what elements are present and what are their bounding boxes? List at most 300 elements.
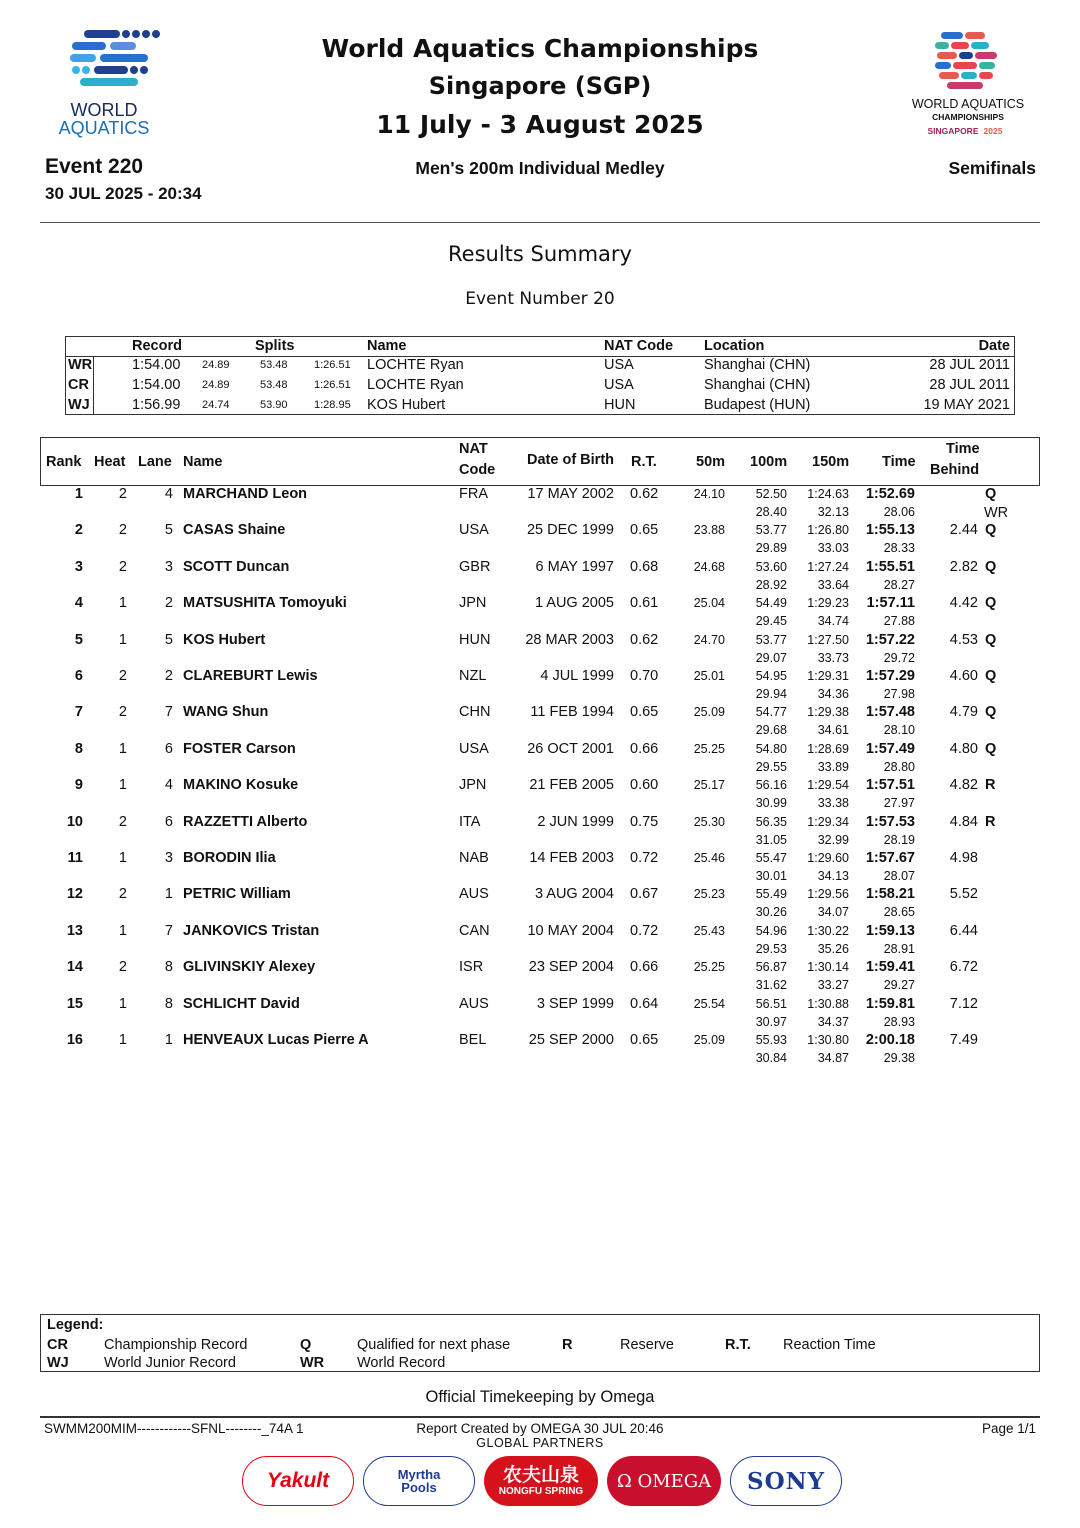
rec-header-location: Location <box>704 338 765 354</box>
result-rank: 13 <box>66 922 83 939</box>
result-sp150: 34.37 <box>817 1014 849 1029</box>
result-behind: 4.79 <box>949 704 978 721</box>
sponsor-yakult-text: Yakult <box>266 1469 330 1492</box>
legend-text-rt: Reaction Time <box>783 1337 876 1353</box>
result-m100: 55.93 <box>755 1033 787 1047</box>
record-s3: 1:28.95 <box>314 399 351 411</box>
result-lane: 7 <box>164 922 173 939</box>
result-time: 1:52.69 <box>865 486 915 502</box>
result-extra: WR <box>984 505 1009 521</box>
col-dob: Date of Birth <box>527 452 614 468</box>
legend-code-r: R <box>562 1337 573 1353</box>
result-sp150: 33.27 <box>817 978 849 993</box>
result-heat: 1 <box>118 740 127 757</box>
result-q: Q <box>985 486 997 502</box>
result-sp100: 30.84 <box>755 1051 787 1065</box>
sponsor-nongfu <box>484 1456 598 1506</box>
result-rt: 0.65 <box>630 704 659 721</box>
col-nat-line1: NAT <box>459 441 488 457</box>
result-lane: 1 <box>164 1032 173 1048</box>
result-name: CASAS Shaine <box>183 522 286 539</box>
record-s3: 1:26.51 <box>314 379 351 391</box>
result-dob: 26 OCT 2001 <box>527 740 614 757</box>
record-type: WR <box>68 357 93 373</box>
logo-text-singapore: SINGAPORE <box>927 126 979 136</box>
result-sptime: 28.27 <box>883 577 915 592</box>
result-nat: HUN <box>459 631 491 648</box>
result-nat: JPN <box>459 595 487 612</box>
result-m50: 25.23 <box>693 887 725 902</box>
result-time: 1:57.67 <box>865 850 915 866</box>
legend-text-cr: Championship Record <box>104 1337 248 1353</box>
official-timekeeping: Official Timekeeping by Omega <box>425 1388 655 1406</box>
result-nat: BEL <box>459 1032 487 1048</box>
results-table-header <box>40 437 1040 486</box>
col-behind-line1: Time <box>946 441 980 457</box>
result-dob: 25 SEP 2000 <box>528 1032 614 1048</box>
result-time: 1:57.49 <box>865 740 915 757</box>
record-name: KOS Hubert <box>367 397 446 413</box>
result-nat: USA <box>459 522 489 539</box>
result-name: MARCHAND Leon <box>183 486 308 502</box>
result-nat: ISR <box>459 959 484 976</box>
result-rank: 4 <box>74 595 83 612</box>
result-sp150: 33.64 <box>817 577 849 592</box>
record-date: 19 MAY 2021 <box>923 397 1010 413</box>
result-q: Q <box>985 631 997 648</box>
record-s1: 24.89 <box>202 379 230 391</box>
result-lane: 4 <box>164 777 173 794</box>
result-sp150: 33.38 <box>817 796 849 811</box>
result-lane: 6 <box>164 740 173 757</box>
record-s3: 1:26.51 <box>314 359 351 371</box>
result-rt: 0.62 <box>630 631 659 648</box>
col-time: Time <box>882 454 916 470</box>
result-m50: 25.09 <box>693 1033 725 1047</box>
result-heat: 1 <box>118 995 127 1012</box>
result-m50: 24.70 <box>693 632 725 647</box>
result-m100: 52.50 <box>755 487 787 501</box>
result-rank: 5 <box>74 631 83 648</box>
result-nat: CAN <box>459 922 490 939</box>
event-number-subtitle: Event Number 20 <box>465 289 615 309</box>
sponsor-myrtha <box>363 1456 475 1506</box>
result-lane: 2 <box>164 595 173 612</box>
col-lane: Lane <box>138 454 172 470</box>
global-partners-label: GLOBAL PARTNERS <box>476 1436 604 1450</box>
record-time: 1:54.00 <box>132 357 181 373</box>
event-datetime: 30 JUL 2025 - 20:34 <box>45 184 202 203</box>
result-behind: 4.53 <box>949 631 978 648</box>
result-row <box>40 486 1040 522</box>
result-m100: 54.95 <box>755 669 787 683</box>
result-rank: 15 <box>66 995 83 1012</box>
result-sp150: 32.99 <box>817 832 849 847</box>
result-sp100: 29.55 <box>755 759 787 774</box>
result-q: Q <box>985 595 997 612</box>
result-nat: JPN <box>459 777 487 794</box>
result-lane: 3 <box>164 850 173 866</box>
result-q: Q <box>985 740 997 757</box>
result-sp100: 30.97 <box>755 1014 787 1029</box>
result-heat: 1 <box>118 631 127 648</box>
result-rank: 6 <box>74 668 83 684</box>
result-lane: 8 <box>164 959 173 976</box>
result-rt: 0.61 <box>630 595 659 612</box>
col-rank: Rank <box>46 454 82 470</box>
result-row <box>40 850 1040 886</box>
result-behind: 2.82 <box>949 558 978 575</box>
result-m150: 1:28.69 <box>807 741 849 756</box>
result-heat: 2 <box>118 813 127 830</box>
result-time: 1:55.13 <box>865 522 915 539</box>
result-m50: 25.25 <box>693 960 725 975</box>
sponsor-omega-text: Ω OMEGA <box>616 1470 712 1492</box>
result-behind: 6.72 <box>949 959 978 976</box>
result-time: 1:57.48 <box>865 704 915 721</box>
result-row <box>40 595 1040 631</box>
result-q: Q <box>985 522 997 539</box>
result-m100: 53.60 <box>755 559 787 574</box>
result-rank: 1 <box>74 486 83 502</box>
result-dob: 23 SEP 2004 <box>528 959 614 976</box>
legend-code-rt: R.T. <box>725 1337 751 1353</box>
sponsor-pools-text: Pools <box>401 1480 437 1495</box>
result-heat: 2 <box>118 959 127 976</box>
result-m100: 55.49 <box>755 887 787 902</box>
venue-title: Singapore (SGP) <box>428 72 652 100</box>
result-time: 1:57.11 <box>866 595 915 612</box>
result-m50: 25.01 <box>693 669 725 683</box>
col-name: Name <box>183 454 223 470</box>
sponsor-yakult <box>242 1456 354 1506</box>
result-rt: 0.65 <box>630 1032 659 1048</box>
result-dob: 3 AUG 2004 <box>535 886 614 903</box>
result-behind: 6.44 <box>949 922 978 939</box>
result-lane: 1 <box>164 886 173 903</box>
legend-text-wr: World Record <box>357 1355 446 1371</box>
record-date: 28 JUL 2011 <box>929 377 1010 393</box>
record-s1: 24.89 <box>202 359 230 371</box>
result-rank: 16 <box>66 1032 83 1048</box>
result-rt: 0.72 <box>630 922 659 939</box>
result-lane: 5 <box>164 522 173 539</box>
result-heat: 1 <box>118 1032 127 1048</box>
record-s2: 53.90 <box>260 399 288 411</box>
result-time: 1:57.51 <box>865 777 915 794</box>
result-sp100: 29.07 <box>755 650 787 665</box>
result-nat: AUS <box>459 995 489 1012</box>
record-nat: USA <box>604 357 634 373</box>
result-behind: 4.84 <box>949 813 978 830</box>
record-row <box>66 397 1014 417</box>
result-m100: 55.47 <box>755 851 787 865</box>
result-m100: 54.77 <box>755 705 787 720</box>
result-q: R <box>985 813 996 830</box>
col-behind-line2: Behind <box>930 462 980 478</box>
result-row <box>40 1032 1040 1068</box>
result-heat: 2 <box>118 486 127 502</box>
result-name: RAZZETTI Alberto <box>183 813 308 830</box>
result-q: Q <box>985 668 997 684</box>
result-rt: 0.66 <box>630 740 659 757</box>
result-nat: ITA <box>459 813 481 830</box>
result-m50: 23.88 <box>693 523 725 538</box>
result-name: JANKOVICS Tristan <box>183 922 320 939</box>
result-m150: 1:29.56 <box>807 887 849 902</box>
result-time: 1:55.51 <box>865 558 915 575</box>
result-sptime: 28.19 <box>883 832 915 847</box>
result-rank: 2 <box>74 522 83 539</box>
record-nat: USA <box>604 377 634 393</box>
result-nat: FRA <box>459 486 488 502</box>
result-m150: 1:29.60 <box>807 851 849 865</box>
result-sp150: 34.74 <box>817 614 849 629</box>
result-name: BORODIN Ilia <box>183 850 276 866</box>
result-dob: 1 AUG 2005 <box>535 595 614 612</box>
result-sp150: 34.36 <box>817 687 849 701</box>
result-dob: 6 MAY 1997 <box>535 558 614 575</box>
result-m150: 1:26.80 <box>807 523 849 538</box>
logo-text-championships: CHAMPIONSHIPS <box>932 112 1004 122</box>
result-m50: 24.68 <box>693 559 725 574</box>
result-rt: 0.65 <box>630 522 659 539</box>
result-sp150: 34.13 <box>817 869 849 883</box>
result-name: SCHLICHT David <box>183 995 300 1012</box>
rec-header-date: Date <box>978 338 1010 354</box>
result-sp150: 33.89 <box>817 759 849 774</box>
rec-header-nat: NAT Code <box>604 338 674 354</box>
result-sp150: 34.61 <box>817 723 849 738</box>
dates-title: 11 July - 3 August 2025 <box>376 110 704 139</box>
result-time: 1:59.41 <box>865 959 915 976</box>
col-50m: 50m <box>696 454 726 470</box>
result-heat: 1 <box>118 922 127 939</box>
result-rank: 7 <box>74 704 83 721</box>
result-m50: 24.10 <box>693 487 725 501</box>
result-m150: 1:29.54 <box>807 778 849 793</box>
result-sp150: 35.26 <box>817 941 849 956</box>
legend-text-r: Reserve <box>620 1337 674 1353</box>
result-m100: 56.35 <box>755 814 787 829</box>
result-time: 1:57.29 <box>865 668 915 684</box>
sponsor-strip <box>240 1456 850 1508</box>
result-dob: 4 JUL 1999 <box>540 668 614 684</box>
result-m50: 25.30 <box>693 814 725 829</box>
result-m150: 1:29.23 <box>807 596 849 611</box>
logo-text-year: 2025 <box>983 126 1003 136</box>
result-row <box>40 959 1040 995</box>
rec-header-splits: Splits <box>255 338 295 354</box>
result-m50: 25.17 <box>693 778 725 793</box>
report-created: Report Created by OMEGA 30 JUL 20:46 <box>416 1421 664 1436</box>
result-sp100: 28.92 <box>755 577 787 592</box>
page-number: Page 1/1 <box>981 1421 1036 1436</box>
result-time: 1:58.21 <box>865 886 915 903</box>
result-row <box>40 777 1040 813</box>
col-rt: R.T. <box>631 454 657 470</box>
result-nat: NAB <box>459 850 489 866</box>
result-sptime: 29.38 <box>883 1051 915 1065</box>
result-heat: 2 <box>118 558 127 575</box>
result-sp100: 29.89 <box>755 541 787 556</box>
result-m100: 54.96 <box>755 923 787 938</box>
result-sptime: 28.93 <box>883 1014 915 1029</box>
record-type: CR <box>68 377 89 393</box>
legend-box <box>40 1314 1040 1372</box>
legend-text-wj: World Junior Record <box>104 1355 236 1371</box>
result-m150: 1:29.31 <box>807 669 849 683</box>
result-nat: AUS <box>459 886 489 903</box>
event-number: Event 220 <box>45 155 144 178</box>
header-divider <box>40 222 1040 223</box>
sponsor-myrtha-text: Myrtha <box>397 1467 441 1482</box>
legend-title: Legend: <box>47 1317 104 1333</box>
record-location: Shanghai (CHN) <box>704 357 811 373</box>
result-sp150: 33.03 <box>817 541 849 556</box>
result-row <box>40 923 1040 959</box>
result-dob: 2 JUN 1999 <box>537 813 614 830</box>
result-behind: 4.82 <box>949 777 978 794</box>
result-sp150: 34.87 <box>817 1051 849 1065</box>
result-dob: 25 DEC 1999 <box>526 522 614 539</box>
result-q: Q <box>985 558 997 575</box>
result-name: GLIVINSKIY Alexey <box>183 959 316 976</box>
result-lane: 5 <box>164 631 173 648</box>
col-nat-line2: Code <box>459 462 496 478</box>
result-heat: 1 <box>118 850 127 866</box>
result-behind: 4.60 <box>949 668 978 684</box>
legend-text-q: Qualified for next phase <box>357 1337 511 1353</box>
result-heat: 2 <box>118 522 127 539</box>
result-sptime: 28.80 <box>883 759 915 774</box>
logo-text-aquatics: AQUATICS <box>58 118 150 138</box>
result-rt: 0.60 <box>630 777 659 794</box>
result-m100: 54.80 <box>755 741 787 756</box>
result-lane: 3 <box>164 558 173 575</box>
result-time: 2:00.18 <box>865 1032 915 1048</box>
result-rt: 0.75 <box>630 813 659 830</box>
record-date: 28 JUL 2011 <box>929 357 1010 373</box>
results-summary-title: Results Summary <box>448 242 632 266</box>
col-heat: Heat <box>94 454 126 470</box>
result-sptime: 28.33 <box>883 541 915 556</box>
result-m50: 25.09 <box>693 705 725 720</box>
world-aquatics-logo <box>44 28 174 138</box>
result-dob: 3 SEP 1999 <box>536 995 614 1012</box>
result-rt: 0.64 <box>630 995 659 1012</box>
result-sp100: 30.01 <box>755 869 787 883</box>
result-sp100: 31.05 <box>755 832 787 847</box>
result-behind: 4.98 <box>949 850 978 866</box>
sponsor-nongfu-en: NONGFU SPRING <box>498 1485 584 1497</box>
sponsor-nongfu-cn: 农夫山泉 <box>502 1464 579 1486</box>
result-m150: 1:30.22 <box>807 923 849 938</box>
result-behind: 4.80 <box>949 740 978 757</box>
event-phase: Semifinals <box>948 158 1036 178</box>
record-time: 1:54.00 <box>132 377 181 393</box>
result-sp100: 29.68 <box>755 723 787 738</box>
result-row <box>40 704 1040 740</box>
result-dob: 11 FEB 1994 <box>530 704 614 721</box>
result-name: HENVEAUX Lucas Pierre A <box>183 1032 369 1048</box>
result-behind: 5.52 <box>949 886 978 903</box>
result-m150: 1:27.24 <box>807 559 849 574</box>
result-heat: 1 <box>118 777 127 794</box>
world-aquatics-logo-mark <box>44 28 174 138</box>
legend-code-cr: CR <box>47 1337 68 1353</box>
result-row <box>40 522 1040 558</box>
result-rank: 10 <box>66 813 83 830</box>
result-heat: 2 <box>118 886 127 903</box>
result-sptime: 28.65 <box>883 905 915 920</box>
sponsor-omega <box>607 1456 721 1506</box>
result-sptime: 29.72 <box>883 650 915 665</box>
result-sptime: 27.98 <box>883 687 915 701</box>
result-m50: 25.43 <box>693 923 725 938</box>
record-s1: 24.74 <box>202 399 230 411</box>
result-m100: 56.87 <box>755 960 787 975</box>
rec-header-name: Name <box>367 338 407 354</box>
result-sp100: 30.99 <box>755 796 787 811</box>
result-dob: 14 FEB 2003 <box>529 850 614 866</box>
result-m150: 1:30.14 <box>807 960 849 975</box>
result-row <box>40 814 1040 850</box>
result-nat: USA <box>459 740 489 757</box>
sponsor-sony <box>730 1456 842 1506</box>
logo-text-wa: WORLD AQUATICS <box>911 97 1025 111</box>
result-rank: 14 <box>66 959 83 976</box>
result-time: 1:59.13 <box>865 922 915 939</box>
result-m100: 53.77 <box>755 632 787 647</box>
record-s2: 53.48 <box>260 379 288 391</box>
result-behind: 2.44 <box>949 522 978 539</box>
result-lane: 4 <box>164 486 173 502</box>
result-rt: 0.72 <box>630 850 659 866</box>
record-row <box>66 357 1014 377</box>
record-location: Budapest (HUN) <box>704 397 811 413</box>
result-rank: 12 <box>66 886 83 903</box>
results-table-body <box>40 486 1040 1076</box>
legend-code-q: Q <box>300 1337 312 1353</box>
record-location: Shanghai (CHN) <box>704 377 811 393</box>
result-name: PETRIC William <box>183 886 291 903</box>
result-name: KOS Hubert <box>183 631 266 648</box>
result-sptime: 28.06 <box>883 505 915 519</box>
result-sp100: 29.45 <box>755 614 787 629</box>
record-s2: 53.48 <box>260 359 288 371</box>
result-lane: 8 <box>164 995 173 1012</box>
record-name: LOCHTE Ryan <box>367 377 464 393</box>
result-row <box>40 632 1040 668</box>
result-m150: 1:30.80 <box>807 1033 849 1047</box>
championships-logo <box>895 30 1045 140</box>
event-name: Men's 200m Individual Medley <box>415 158 665 178</box>
result-rt: 0.62 <box>630 486 659 502</box>
result-rt: 0.70 <box>630 668 659 684</box>
result-rank: 11 <box>67 850 83 866</box>
record-time: 1:56.99 <box>132 397 181 413</box>
record-nat: HUN <box>604 397 636 413</box>
result-heat: 1 <box>118 595 127 612</box>
result-m50: 25.04 <box>693 596 725 611</box>
result-dob: 28 MAR 2003 <box>525 631 614 648</box>
result-q: Q <box>985 704 997 721</box>
result-rank: 8 <box>74 740 83 757</box>
result-name: WANG Shun <box>183 704 269 721</box>
result-m50: 25.54 <box>693 996 725 1011</box>
result-row <box>40 886 1040 922</box>
